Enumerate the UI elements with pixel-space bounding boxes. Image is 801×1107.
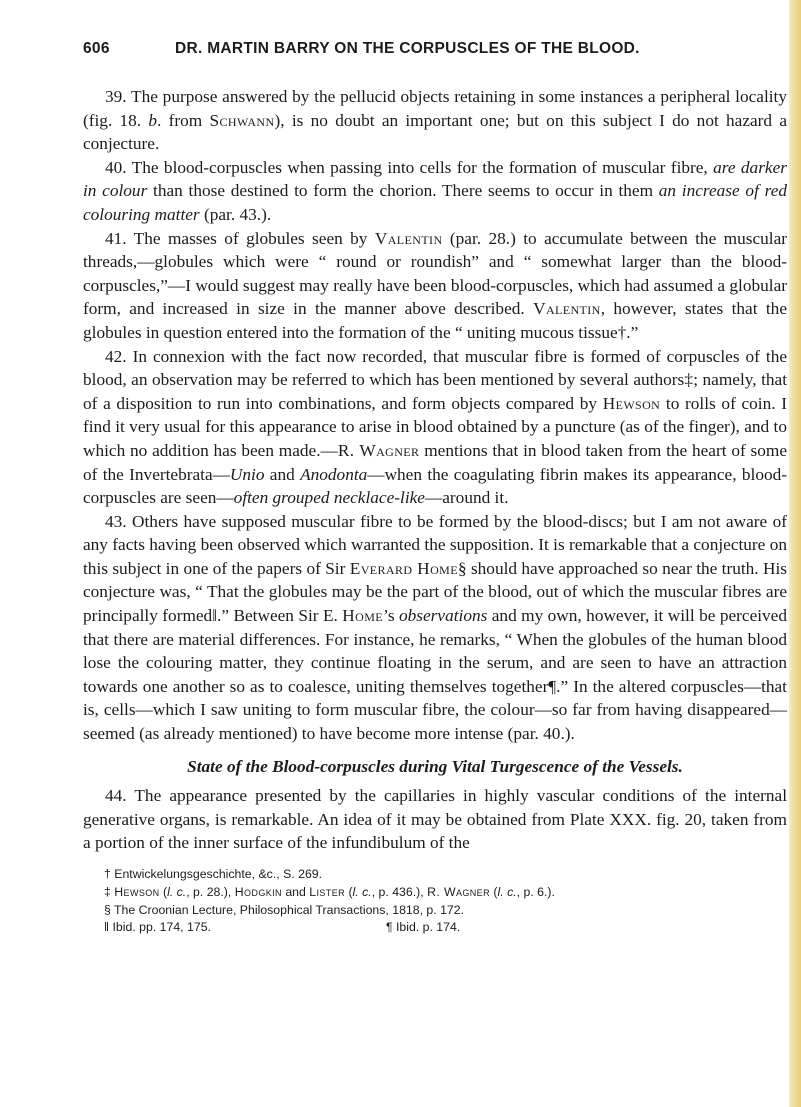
body-text <box>83 85 787 855</box>
paragraph-39: 39. The purpose answered by the pellucid objects retaining in some instances a peripheral locality (fig. 18. b. from Schwann), is no doubt an important one; but on this subject I do not hazard a conjecture. <box>83 87 787 154</box>
footnote-double-dagger: ‡ Hewson (l. c., p. 28.), Hodgkin and Lister (l. c., p. 436.), R. Wagner (l. c., p. 6.). <box>104 884 555 899</box>
running-header <box>83 40 787 70</box>
footnote-pilcrow: ¶ Ibid. p. 174. <box>385 920 461 935</box>
running-title: DR. MARTIN BARRY ON THE CORPUSCLES OF THE BLOOD. <box>175 40 640 57</box>
section-heading: State of the Blood-corpuscles during Vital Turgescence of the Vessels. <box>187 756 683 776</box>
footnote-parallel-row <box>104 919 787 937</box>
paragraph-43: 43. Others have supposed muscular fibre to be formed by the blood-discs; but I am not aware of any facts having been observed which warranted the supposition. It is remarkable that a conjecture on this subject in one of the papers of Sir Everard Home§ should have approached so near the truth. His conjecture was, “ That the globules may be the part of the blood, out of which the muscular fibres are principally formed‖.” Between Sir E. Home’s observations and my own, however, it will be perceived that there are material differences. For instance, he remarks, “ When the globules of the human blood lose the colouring matter, they continue floating in the serum, and are seen to have an attraction towards one another so as to coalesce, uniting themselves together¶.” In the altered corpuscles—that is, cells—which I saw uniting to form muscular fibre, the colour—so far from having disappeared—seemed (as already mentioned) to have become more intense (par. 40.). <box>83 511 787 744</box>
paragraph-42: 42. In connexion with the fact now recorded, that muscular fibre is formed of corpuscles of the blood, an observation may be referred to which has been mentioned by several authors‡; namely, that of a disposition to run into combinations, and form objects compared by Hewson to rolls of coin. I find it very usual for this appearance to arise in blood obtained by a puncture (as of the finger), and to which no addition has been made.—R. Wagner mentions that in blood taken from the heart of some of the Invertebrata—Unio and Anodonta—when the coagulating fibrin makes its appearance, blood-corpuscles are seen—often grouped necklace-like—around it. <box>83 346 788 508</box>
footnotes <box>83 866 787 937</box>
footnote-section: § The Croonian Lecture, Philosophical Transactions, 1818, p. 172. <box>104 902 465 917</box>
book-page <box>83 40 787 937</box>
paragraph-44: 44. The appearance presented by the capillaries in highly vascular conditions of the internal generative organs, is remarkable. An idea of it may be obtained from Plate XXX. fig. 20, taken from a portion of the inner surface of the infundibulum of the <box>83 786 787 853</box>
footnote-parallel: ‖ Ibid. pp. 174, 175. <box>104 920 211 935</box>
paragraph-41: 41. The masses of globules seen by Valentin (par. 28.) to accumulate between the muscular threads,—globules which were “ round or roundish” and “ somewhat larger than the blood-corpuscles,”—I would suggest may really have been blood-corpuscles, which had assumed a globular form, and increased in size in the manner above described. Valentin, however, states that the globules in question entered into the formation of the “ uniting mucous tissue†.” <box>83 228 787 342</box>
page-number: 606 <box>83 40 110 57</box>
paragraph-40: 40. The blood-corpuscles when passing into cells for the formation of muscular fibre, are darker in colour than those destined to form the chorion. There seems to occur in them an increase of red colouring matter (par. 43.). <box>83 157 788 224</box>
page-edge-shading <box>789 0 801 1107</box>
footnote-dagger: † Entwickelungsgeschichte, &c., S. 269. <box>104 867 323 881</box>
